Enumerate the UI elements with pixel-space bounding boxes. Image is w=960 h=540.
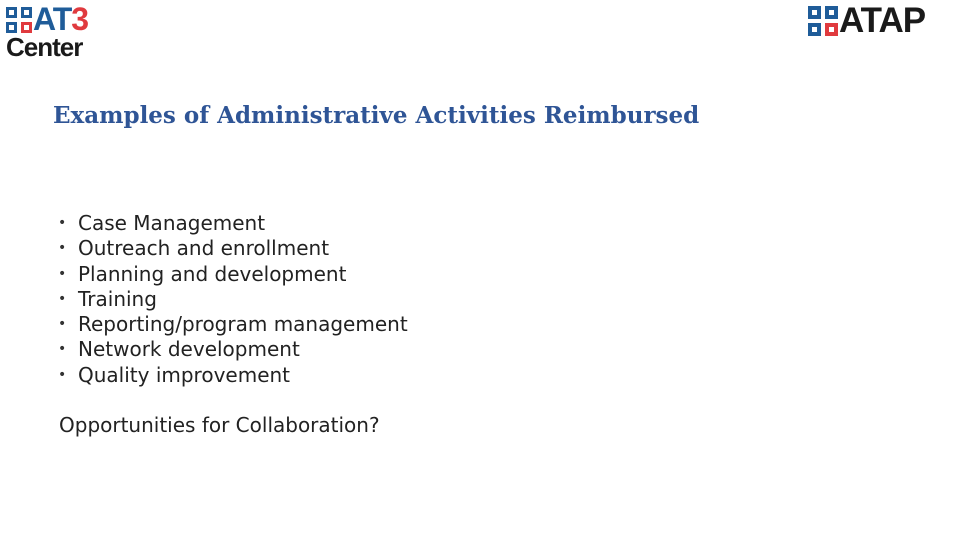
list-item [58,312,408,337]
list-item-text: Quality improvement [78,362,291,387]
list-item [58,287,408,312]
list-item [58,236,408,261]
plus-cross-logo-icon [6,7,32,33]
list-item-text: Outreach and enrollment [78,236,330,261]
list-item-text: Reporting/program management [78,312,408,337]
at3-logo-center-text: Center [6,32,83,62]
bullet-icon: • [58,290,67,307]
list-item-text: Case Management [78,211,266,235]
at3-logo-at: AT [33,1,72,37]
slide-title: Examples of Administrative Activities Reimbursed [53,102,700,129]
at3-logo-three: 3 [71,1,89,37]
list-item [58,363,408,388]
bullet-icon: • [58,316,67,333]
bullet-icon: • [58,240,67,257]
atap-logo [808,1,954,40]
list-item-text: Training [78,286,157,311]
bullet-icon: • [58,265,67,282]
at3-center-logo [6,1,106,62]
atap-logo-wordmark: ATAP [839,1,926,40]
plus-cross-logo-icon [808,6,838,36]
list-item-text: Planning and development [78,261,347,286]
list-item [58,262,408,287]
list-item [58,337,408,362]
collaboration-question: Opportunities for Collaboration? [59,413,380,437]
list-item-text: Network development [78,337,300,362]
activity-bullet-list [58,211,408,388]
bullet-icon: • [58,366,67,383]
bullet-icon: • [58,341,67,358]
bullet-icon: • [58,215,67,231]
list-item [58,211,408,236]
